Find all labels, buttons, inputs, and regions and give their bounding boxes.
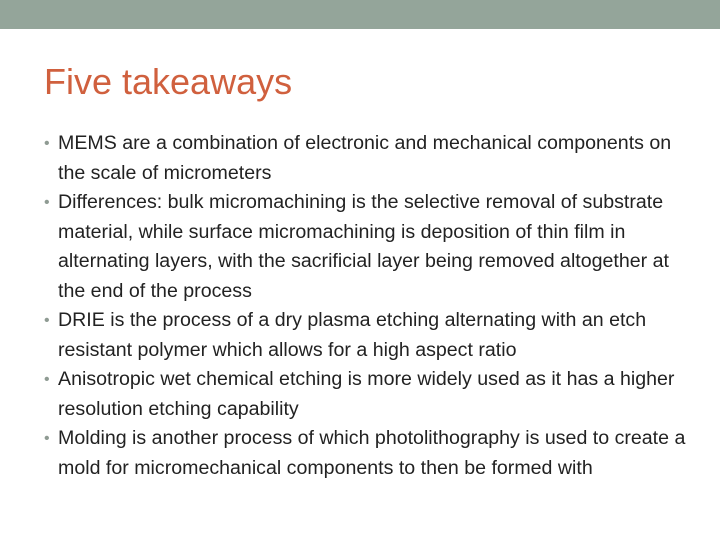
bullet-item bbox=[44, 188, 698, 306]
slide-title: Five takeaways bbox=[44, 61, 293, 102]
bullet-text: MEMS are a combination of electronic and mechanical components on the scale of micrometers bbox=[58, 132, 672, 184]
bullet-text: Anisotropic wet chemical etching is more widely used as it has a higher resolution etching capability bbox=[58, 368, 675, 420]
bullet-text: DRIE is the process of a dry plasma etching alternating with an etch resistant polymer which allows for a high aspect ratio bbox=[58, 309, 647, 361]
bullet-item bbox=[44, 129, 698, 188]
bullet-item bbox=[44, 306, 698, 365]
bullet-dot-icon: • bbox=[44, 371, 50, 388]
bullet-dot-icon: • bbox=[44, 135, 50, 152]
bullet-item bbox=[44, 424, 698, 483]
bullet-dot-icon: • bbox=[44, 312, 50, 329]
bullet-dot-icon: • bbox=[44, 430, 50, 447]
bullet-item bbox=[44, 365, 698, 424]
bullet-list bbox=[44, 129, 698, 483]
bullet-dot-icon: • bbox=[44, 194, 50, 211]
bullet-text: Differences: bulk micromachining is the selective removal of substrate material, while surface micromachining is deposition of thin film in alternating layers, with the sacrificial layer being removed altogether at the end of the process bbox=[58, 191, 669, 302]
top-accent-bar bbox=[0, 0, 720, 29]
bullet-text: Molding is another process of which photolithography is used to create a mold for micromechanical components to then be formed with bbox=[58, 427, 686, 479]
